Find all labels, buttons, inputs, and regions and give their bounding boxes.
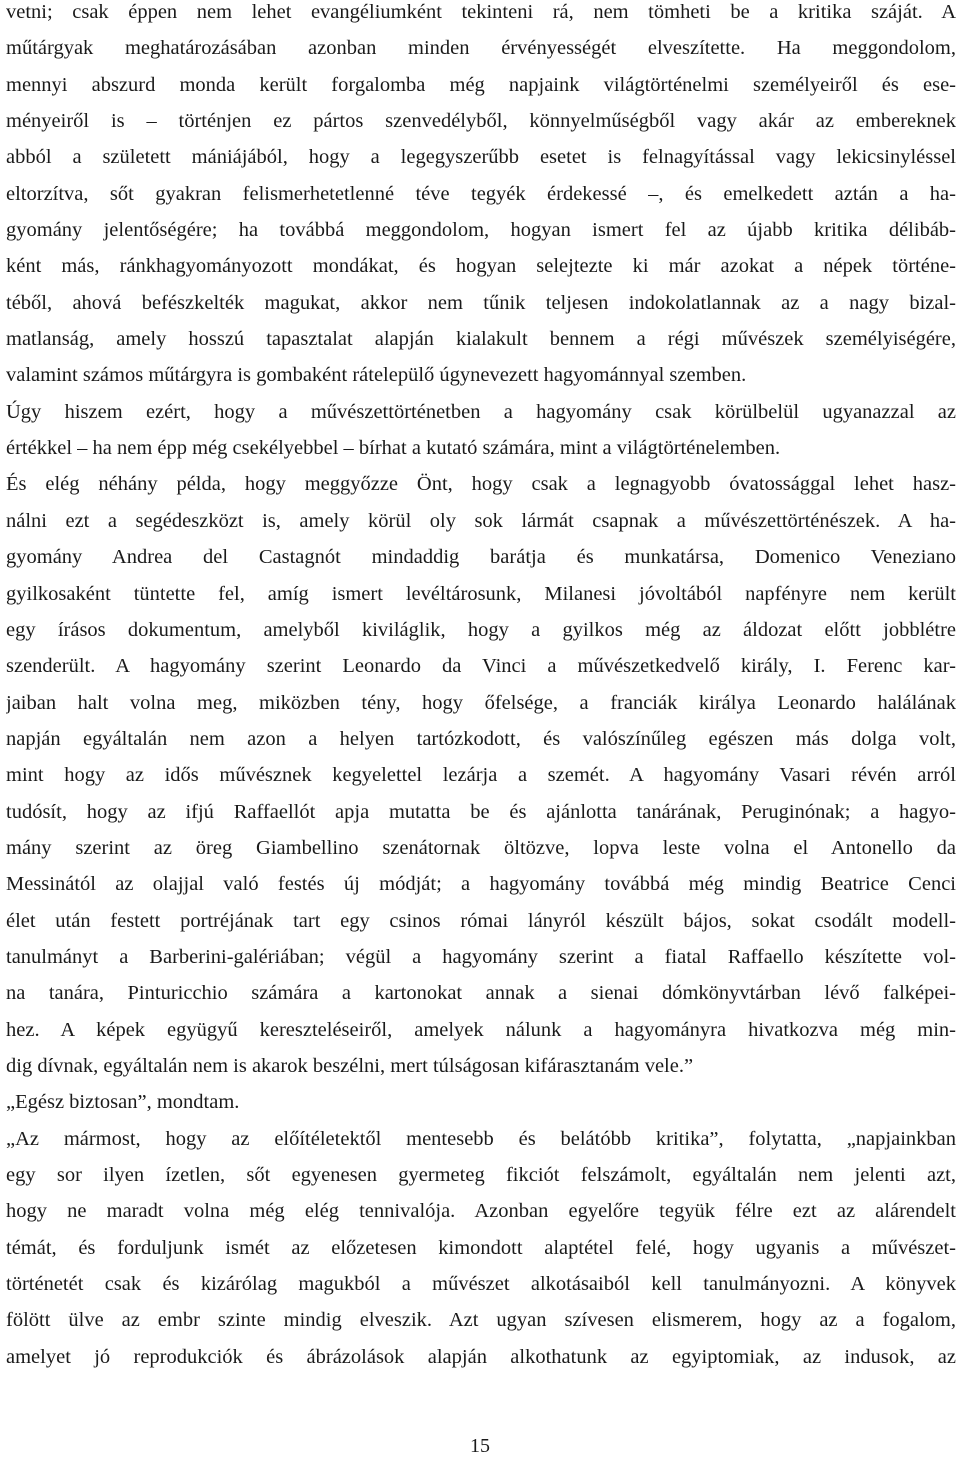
text-line: mint hogy az idős művésznek kegyelettel lezárja a szemét. A hagyomány Vasari révén arról [6, 764, 956, 787]
text-line: téből, ahová befészkelték magukat, akkor nem tűnik teljesen indokolatlannak az a nagy bizal- [6, 291, 956, 314]
text-line: matlanság, amely hosszú tapasztalat alapján kialakult bennem a régi művészek személyiségére, [6, 328, 956, 351]
text-line: gyilkosaként tüntette fel, amíg ismert levéltárosunk, Milanesi jóvoltából napfényre nem került [6, 582, 956, 605]
text-line: egy írásos dokumentum, amelyből kiviláglik, hogy a gyilkos még az áldozat előtt jobblétre [6, 618, 956, 641]
text-line: témát, és forduljunk ismét az előzetesen kimondott alaptétel felé, hogy ugyanis a művészet- [6, 1236, 956, 1259]
text-line: ként más, ránkhagyományozott mondákat, és hogyan selejtezte ki már azokat a népek történe- [6, 255, 956, 278]
text-line: gyomány jelentőségére; ha továbbá meggondolom, hogyan ismert fel az újabb kritika délibáb- [6, 219, 956, 242]
text-line: vetni; csak éppen nem lehet evangéliumként tekinteni rá, nem tömheti be a kritika száját. A [6, 1, 956, 23]
text-line: szenderült. A hagyomány szerint Leonardo da Vinci a művészetkedvelő király, I. Ferenc kar- [6, 655, 956, 678]
text-line: amelyet jó reprodukciók és ábrázolások alapján alkothatunk az egyiptomiak, az indusok, az [6, 1345, 956, 1368]
text-line: napján egyáltalán nem azon a helyen tartózkodott, és valószínűleg egészen más dolga volt, [6, 727, 956, 750]
text-line: „Egész biztosan”, mondtam. [6, 1091, 240, 1114]
text-line: ményeiről is – történjen ez pártos szenvedélyből, könnyelműségből vagy akár az embereknek [6, 110, 956, 133]
text-line: hez. A képek együgyű kereszteléseiről, amelyek nálunk a hagyományra hivatkozva még min- [6, 1018, 956, 1041]
text-line: fölött ülve az embr szinte mindig elveszik. Azt ugyan szívesen elismerem, hogy az a fogalom, [6, 1309, 956, 1332]
text-line: műtárgyak meghatározásában azonban minden érvényességét elveszítette. Ha meggondolom, [6, 37, 956, 60]
text-line: hogy ne maradt volna még elég tennivalója. Azonban egyelőre tegyük félre ezt az alárendelt [6, 1200, 956, 1223]
text-line: dig dívnak, egyáltalán nem is akarok beszélni, mert túlságosan kifárasztanám vele.” [6, 1054, 694, 1077]
text-line: egy sor ilyen ízetlen, sőt egyenesen gyermeteg fikciót felszámolt, egyáltalán nem jelenti azt, [6, 1164, 956, 1186]
text-line: értékkel – ha nem épp még csekélyebbel – bírhat a kutató számára, mint a világtörténelemben. [6, 437, 781, 460]
text-line: na tanára, Pinturicchio számára a kartonokat annak a sienai dómkönyvtárban lévő falképei- [6, 982, 956, 1005]
text-line: jaiban halt volna meg, miközben tény, hogy őfelsége, a franciák királya Leonardo halálának [6, 691, 956, 714]
text-line: Úgy hiszem ezért, hogy a művészettörténetben a hagyomány csak körülbelül ugyanazzal az [6, 400, 956, 423]
text-line: élet után festett portréjának tart egy csinos római lányról készült bájos, sokat csodált modell- [6, 909, 956, 932]
text-line: abból a született mániájából, hogy a legegyszerűbb esetet is felnagyítással vagy lekicsinyléssel [6, 146, 956, 169]
text-line: történetét csak és kizárólag magukból a művészet alkotásaiból kell tanulmányozni. A könyvek [6, 1273, 956, 1296]
text-line: valamint számos műtárgyra is gombaként rátelepülő úgynevezett hagyománnyal szemben. [6, 364, 747, 387]
text-line: „Az mármost, hogy az előítéletektől mentesebb és belátóbb kritika”, folytatta, „napjainkban [6, 1127, 956, 1150]
text-line: nálni ezt a segédeszközt is, amely körül oly sok lármát csapnak a művészettörténészek. A ha- [6, 509, 956, 532]
text-line: tanulmányt a Barberini-galériában; végül a hagyomány szerint a fiatal Raffaello készítette vol- [6, 945, 956, 968]
text-line: tudósít, hogy az ifjú Raffaellót apja mutatta be és ajánlotta tanárának, Peruginónak; a hagyo- [6, 800, 956, 823]
text-line: mennyi abszurd monda került forgalomba még napjaink világtörténelmi személyeiről és ese- [6, 73, 956, 96]
text-line: mány szerint az öreg Giambellino szenátornak öltözve, lopva leste volna el Antonello da [6, 836, 956, 859]
text-line: eltorzítva, sőt gyakran felismerhetetlenné téve tegyék érdekessé –, és emelkedett aztán a ha- [6, 182, 956, 205]
page-number: 15 [470, 1435, 490, 1457]
text-line: gyomány Andrea del Castagnót mindaddig barátja és munkatársa, Domenico Veneziano [6, 546, 956, 569]
text-line: Messinától az olajjal való festés új módját; a hagyomány továbbá még mindig Beatrice Cenci [6, 873, 956, 896]
body-text [6, 0, 956, 1375]
text-line: És elég néhány példa, hogy meggyőzze Önt, hogy csak a legnagyobb óvatossággal lehet hasz- [6, 473, 956, 496]
